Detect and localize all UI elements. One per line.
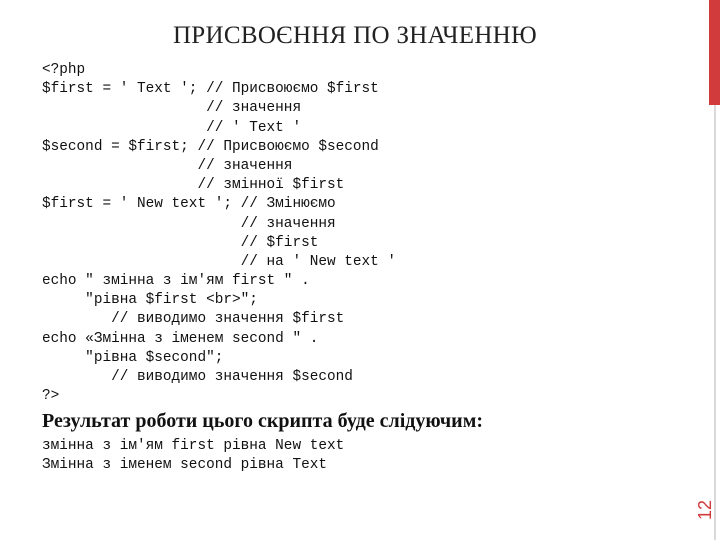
slide-title: ПРИСВОЄННЯ ПО ЗНАЧЕННЮ [172,22,538,49]
code-line: echo «Змінна з іменем second " . [42,330,319,347]
code-line: <?php [42,62,86,78]
accent-bar [709,0,720,105]
code-line: // значення [42,100,302,117]
output-line: змінна з ім'ям first рівна New text [42,438,345,454]
result-heading: Результат роботи цього скрипта буде слідуючим: [42,410,483,432]
code-line: // ' Text ' [42,119,302,136]
code-line: // $first [42,234,319,251]
code-line: $second = $first; // Присвоюємо $second [42,138,379,155]
code-line: ?> [42,388,60,405]
code-line: "рівна $second"; [42,349,224,366]
code-line: echo " змінна з ім'ям first " . [42,273,310,290]
code-line: // значення [42,157,293,174]
code-line: // на ' New text ' [42,253,397,270]
code-line: // виводимо значення $second [42,369,353,385]
code-line: // виводимо значення $first [42,311,345,328]
output-block [42,437,344,475]
side-divider [714,105,716,540]
slide-number: 12 [694,499,715,521]
code-line: // значення [42,215,336,232]
output-line: Змінна з іменем second рівна Text [42,457,327,474]
code-line: "рівна $first <br>"; [42,292,258,309]
code-block [42,61,396,406]
code-line: $first = ' Text '; // Присвоюємо $first [42,81,379,98]
code-line: $first = ' New text '; // Змінюємо [42,196,336,213]
code-line: // змінної $first [42,177,345,194]
